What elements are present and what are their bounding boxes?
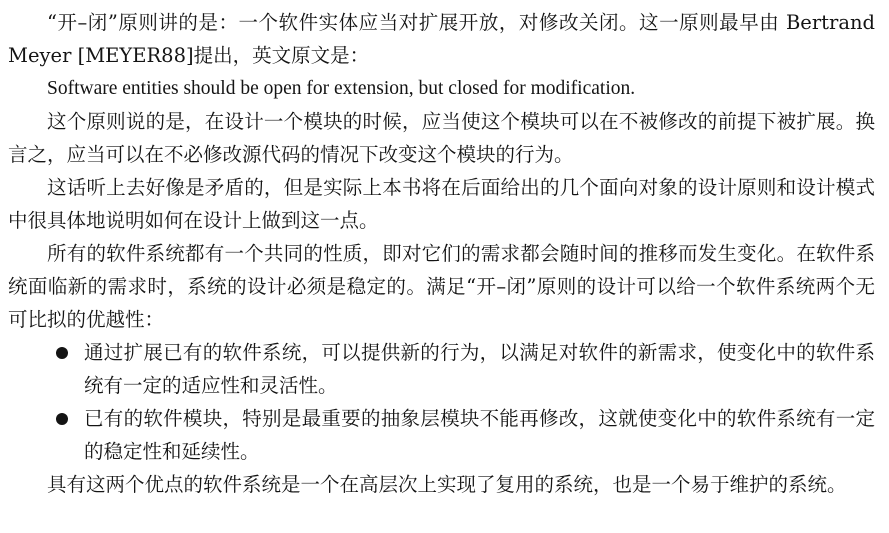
bullet-icon <box>52 402 72 435</box>
list-item <box>8 402 875 468</box>
list-item <box>8 336 875 402</box>
paragraph-open-closed-definition: “开–闭”原则讲的是：一个软件实体应当对扩展开放，对修改关闭。这一原则最早由 Bertrand Meyer [MEYER88]提出，英文原文是： <box>8 11 875 67</box>
list-item-text: 通过扩展已有的软件系统，可以提供新的行为，以满足对软件的新需求，使变化中的软件系统有一定的适应性和灵活性。 <box>84 341 875 397</box>
paragraph-module-design: 这个原则说的是，在设计一个模块的时候，应当使这个模块可以在不被修改的前提下被扩展。换言之，应当可以在不必修改源代码的情况下改变这个模块的行为。 <box>8 110 875 166</box>
bullet-icon <box>52 336 72 369</box>
paragraph-seeming-contradiction: 这话听上去好像是矛盾的，但是实际上本书将在后面给出的几个面向对象的设计原则和设计模式中很具体地说明如何在设计上做到这一点。 <box>8 176 875 232</box>
paragraph-conclusion: 具有这两个优点的软件系统是一个在高层次上实现了复用的系统，也是一个易于维护的系统。 <box>47 473 847 496</box>
paragraph-requirements-change: 所有的软件系统都有一个共同的性质，即对它们的需求都会随时间的推移而发生变化。在软件系统面临新的需求时，系统的设计必须是稳定的。满足“开–闭”原则的设计可以给一个软件系统两个无可比拟的优越性： <box>8 242 875 331</box>
english-quote: Software entities should be open for extension, but closed for modification. <box>47 78 636 99</box>
list-item-text: 已有的软件模块，特别是最重要的抽象层模块不能再修改，这就使变化中的软件系统有一定的稳定性和延续性。 <box>84 407 875 463</box>
advantages-list <box>8 336 875 468</box>
